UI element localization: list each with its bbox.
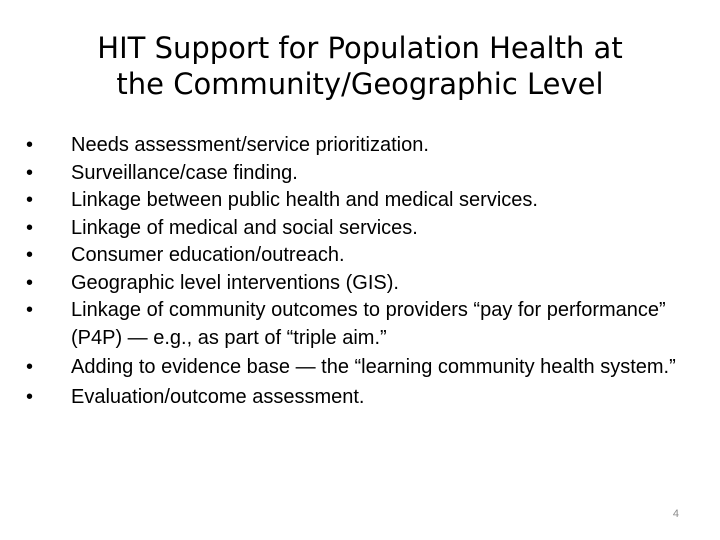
bullet-icon: •: [26, 161, 34, 184]
bullet-item-consumer-education: [26, 242, 686, 270]
bullet-item-evidence-base: [26, 354, 686, 382]
slide-title-line-2: the Community/Geographic Level: [116, 67, 604, 101]
bullet-text: Evaluation/outcome assessment.: [71, 385, 365, 408]
bullet-item-public-health-linkage: [26, 187, 686, 215]
bullet-icon: •: [26, 216, 34, 239]
bullet-text: Geographic level interventions (GIS).: [71, 271, 399, 294]
bullet-text: Needs assessment/service prioritization.: [71, 134, 429, 156]
bullet-text: Linkage of medical and social services.: [71, 216, 418, 239]
bullet-item-social-services-linkage: [26, 215, 686, 243]
bullet-item-needs-assessment: [26, 132, 686, 160]
bullet-item-evaluation: [26, 384, 686, 412]
slide-title-line-1: HIT Support for Population Health at: [97, 31, 623, 65]
bullet-icon: •: [26, 385, 34, 408]
bullet-text: Adding to evidence base — the “learning community health system.”: [71, 356, 676, 378]
bullet-item-surveillance: [26, 160, 686, 188]
bullet-text: Surveillance/case finding.: [71, 161, 298, 184]
bullet-item-p4p-linkage: [26, 297, 686, 352]
bullet-icon: •: [26, 271, 34, 294]
bullet-icon: •: [26, 134, 34, 156]
bullet-text: Consumer education/outreach.: [71, 244, 345, 266]
bullet-icon: •: [26, 244, 34, 266]
bullet-text: Linkage of community outcomes to providers “pay for performance” (P4P) — e.g., as part of “triple aim.”: [71, 299, 666, 349]
bullet-icon: •: [26, 189, 34, 211]
page-number: 4: [672, 508, 679, 520]
bullet-icon: •: [26, 299, 34, 321]
slide-title: [40, 30, 680, 102]
bullet-text: Linkage between public health and medical services.: [71, 189, 538, 211]
bullet-item-geographic-interventions: [26, 270, 686, 298]
bullet-list: [26, 132, 686, 411]
bullet-icon: •: [26, 356, 34, 378]
